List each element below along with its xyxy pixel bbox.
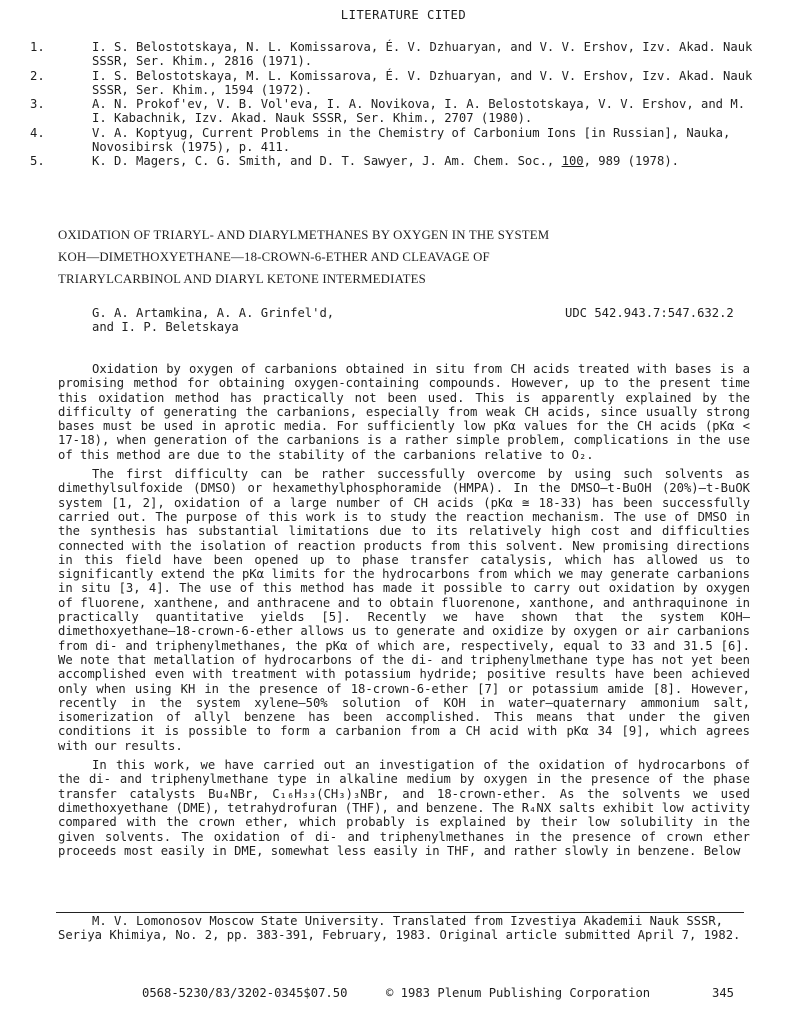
reference-number: 5. [30,154,45,169]
reference-text-start: K. D. Magers, C. G. Smith, and D. T. Sawyer, J. Am. Chem. Soc., [92,154,562,169]
reference-item [30,97,760,126]
reference-text: V. A. Koptyug, Current Problems in the Chemistry of Carbonium Ions [in Russian], Nauka, Novosibirsk (1975), p. 411. [92,125,731,155]
reference-text-end: , 989 (1978). [583,154,680,169]
reference-number: 1. [30,40,45,54]
reference-number: 4. [30,125,45,140]
reference-item [30,69,760,98]
authors-line: G. A. Artamkina, A. A. Grinfel'd, [92,306,335,320]
article-authors [92,306,412,335]
article-title-line: TRIARYLCARBINOL AND DIARYL KETONE INTERMEDIATES [58,272,426,286]
footnote [58,914,748,943]
body-paragraph: The first difficulty can be rather successfully overcome by using such solvents as dimethylsulfoxide (DMSO) or hexamethylphosphoramide (HMPA). In the DMSO—t-BuOH (20%)—t-BuOK system [1, 2], oxidation of a large number of CH acids (pKα ≅ 18-33) has been successfully carried out. The purpose of this work is to study the reaction mechanism. The use of DMSO in the synthesis has substantial limitations due to its relatively high cost and difficulties connected with the isolation of reaction products from this solvent. New promising directions in this field have been opened up to phase transfer catalysis, which has allowed us to significantly extend the pKα limits for the hydrocarbons from which we may generate carbanions in situ [3, 4]. The use of this method has made it possible to carry out oxidation by oxygen of fluorene, xanthene, and anthracene and to obtain fluorenone, xanthone, and anthraquinone in practically quantitative yields [5]. Recently we have shown that the system KOH—dimethoxyethane—18-crown-6-ether allows us to generate and oxidize by oxygen or air carbanions from di- and triphenylmethanes, the pKα of which are, respectively, equal to 33 and 31.5 [6]. We note that metallation of hydrocarbons of the di- and triphenylmethane type has not yet been accomplished even with treatment with potassium hydride; positive results have been achieved only when using KH in the presence of 18-crown-6-ether [7] or potassium amide [8]. However, recently in the system xylene—50% solution of KOH in water—quaternary ammonium salt, isomerization of allyl benzene has been accomplished. This means that under the given conditions it is possible to form a carbanion from a CH acid with pKα 34 [9], which agrees with our results. [58,467,750,753]
article-title-line: KOH—DIMETHOXYETHANE—18-CROWN-6-ETHER AND CLEAVAGE OF [58,250,490,264]
literature-cited-heading: LITERATURE CITED [340,8,467,22]
reference-number: 3. [30,97,45,112]
reference-item [30,40,760,69]
footnote-divider [56,912,744,913]
copyright-notice: © 1983 Plenum Publishing Corporation [386,986,651,1000]
reference-list [30,40,760,169]
body-paragraph: In this work, we have carried out an investigation of the oxidation of hydrocarbons of the di- and triphenylmethane type in alkaline medium by oxygen in the presence of the phase transfer catalysts Bu₄NBr, C₁₆H₃₃(CH₃)₃NBr, and 18-crown-ether. As the solvents we used dimethoxyethane (DME), tetrahydrofuran (THF), and benzene. The R₄NX salts exhibit low activity compared with the crown ether, which probably is explained by their low solubility in the given solvents. The oxidation of di- and triphenylmethanes in the presence of crown ether proceeds most easily in DME, somewhat less easily in THF, and rather slowly in benzene. Below [58,758,750,858]
page-number: 345 [712,986,735,1000]
udc-code: UDC 542.943.7:547.632.2 [565,306,734,320]
reference-number: 2. [30,68,45,83]
footnote-text: M. V. Lomonosov Moscow State University. Translated from Izvestiya Akademii Nauk SSSR, Seriya Khimiya, No. 2, pp. 383-391, February, 1983. Original article submitted April 7, 1982. [58,914,741,943]
article-body [58,362,750,863]
reference-item [30,154,760,168]
reference-text: I. S. Belostotskaya, N. L. Komissarova, É. V. Dzhuaryan, and V. V. Ershov, Izv. Akad. Nauk SSSR, Ser. Khim., 2816 (1971). [92,40,753,69]
article-code: 0568-5230/83/3202-0345$07.50 [142,986,348,1000]
article-title-line: OXIDATION OF TRIARYL- AND DIARYLMETHANES BY OXYGEN IN THE SYSTEM [58,228,550,242]
reference-item [30,126,760,155]
authors-line: and I. P. Beletskaya [92,320,239,335]
reference-text [92,154,760,168]
reference-text: A. N. Prokof'ev, V. B. Vol'eva, I. A. Novikova, I. A. Belostotskaya, V. V. Ershov, and M. I. Kabachnik, Izv. Akad. Nauk SSSR, Ser. Khim., 2707 (1980). [92,97,746,126]
reference-text: I. S. Belostotskaya, M. L. Komissarova, É. V. Dzhuaryan, and V. V. Ershov, Izv. Akad. Nauk SSSR, Ser. Khim., 1594 (1972). [92,68,753,97]
body-paragraph: Oxidation by oxygen of carbanions obtained in situ from CH acids treated with bases is a promising method for obtaining oxygen-containing compounds. However, up to the present time this oxidation method has practically not been used. This is apparently explained by the difficulty of generating the carbanions, especially from weak CH acids, since usually strong bases must be used in aprotic media. For sufficiently low pKα values for the CH acids (pKα < 17-18), when generation of the carbanions is a rather simple problem, complications in the use of this method are due to the stability of the carbanions relative to O₂. [58,362,750,462]
article-title [58,224,758,290]
reference-volume: 100 [561,154,584,169]
